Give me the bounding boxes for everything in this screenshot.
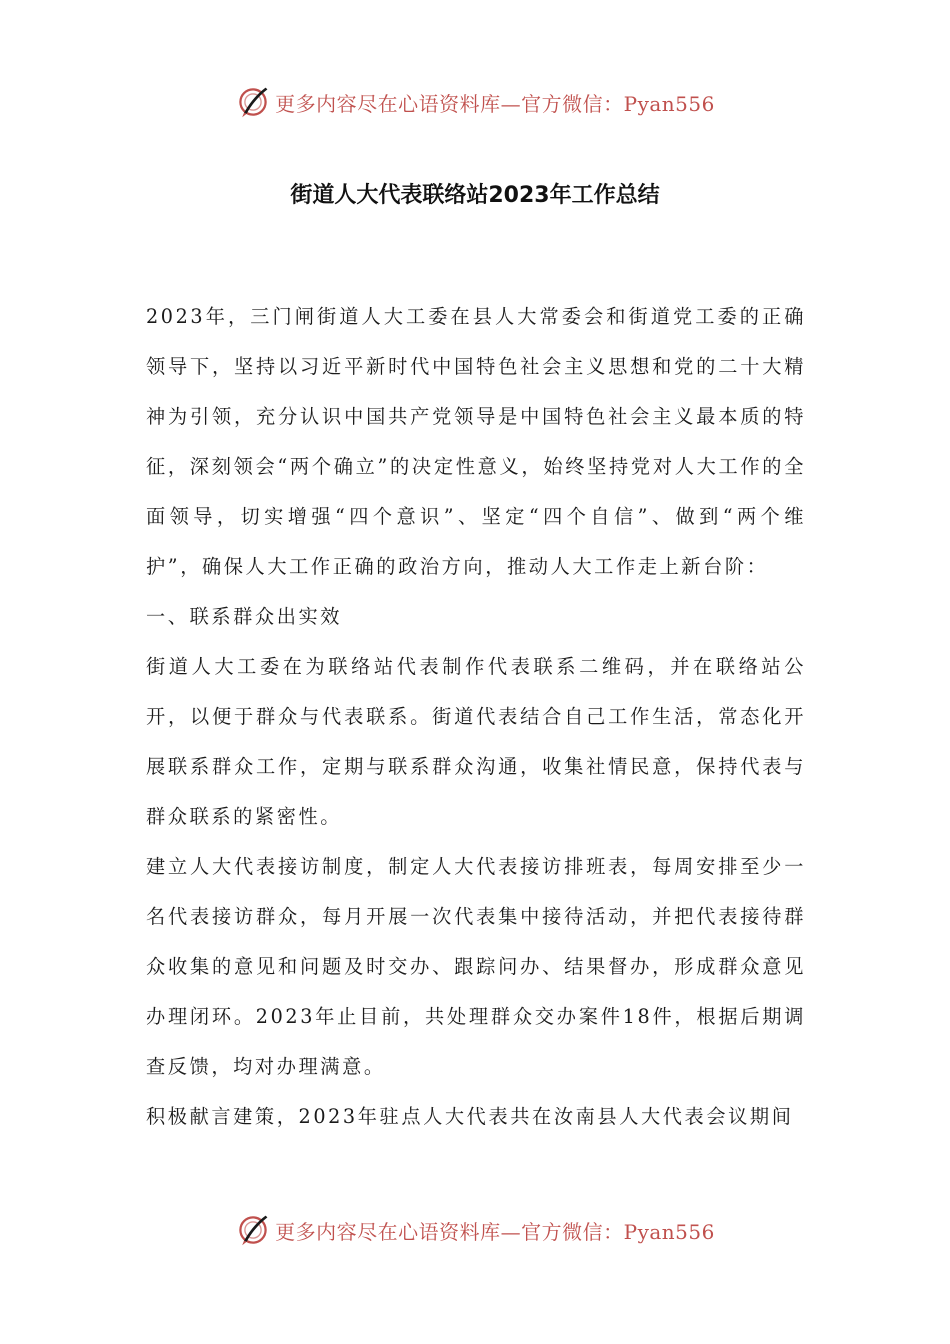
document-title: 街道人大代表联络站2023年工作总结 [290,183,660,208]
intro-paragraph: 2023年，三门闸街道人大工委在县人大常委会和街道党工委的正确领导下，坚持以习近平新时代中国特色社会主义思想和党的二十大精神为引领，充分认识中国共产党领导是中国特色社会主义最本质的特征，深刻领会“两个确立”的决定性意义，始终坚持党对人大工作的全面领导，切实增强“四个意识”、坚定“四个自信”、做到“两个维护”，确保人大工作正确的政治方向，推动人大工作走上新台阶： [146,305,806,578]
quill-pen-logo-icon [235,1212,271,1248]
body-paragraph: 积极献言建策，2023年驻点人大代表共在汝南县人大代表会议期间 [146,1105,794,1128]
header-watermark-banner [0,80,950,124]
section-heading: 一、联系群众出实效 [146,605,343,628]
watermark-text: 更多内容尽在心语资料库—官方微信：Pyan556 [275,1219,715,1244]
footer-watermark-banner [0,1208,950,1252]
watermark-text: 更多内容尽在心语资料库—官方微信：Pyan556 [275,91,715,116]
quill-pen-logo-icon [235,84,271,120]
body-paragraph: 街道人大工委在为联络站代表制作代表联系二维码，并在联络站公开，以便于群众与代表联系。街道代表结合自己工作生活，常态化开展联系群众工作，定期与联系群众沟通，收集社情民意，保持代表与群众联系的紧密性。 [146,655,806,828]
body-paragraph: 建立人大代表接访制度，制定人大代表接访排班表，每周安排至少一名代表接访群众，每月开展一次代表集中接待活动，并把代表接待群众收集的意见和问题及时交办、跟踪问办、结果督办，形成群众意见办理闭环。2023年止目前，共处理群众交办案件18件，根据后期调查反馈，均对办理满意。 [146,855,806,1078]
document-body [146,292,806,1142]
